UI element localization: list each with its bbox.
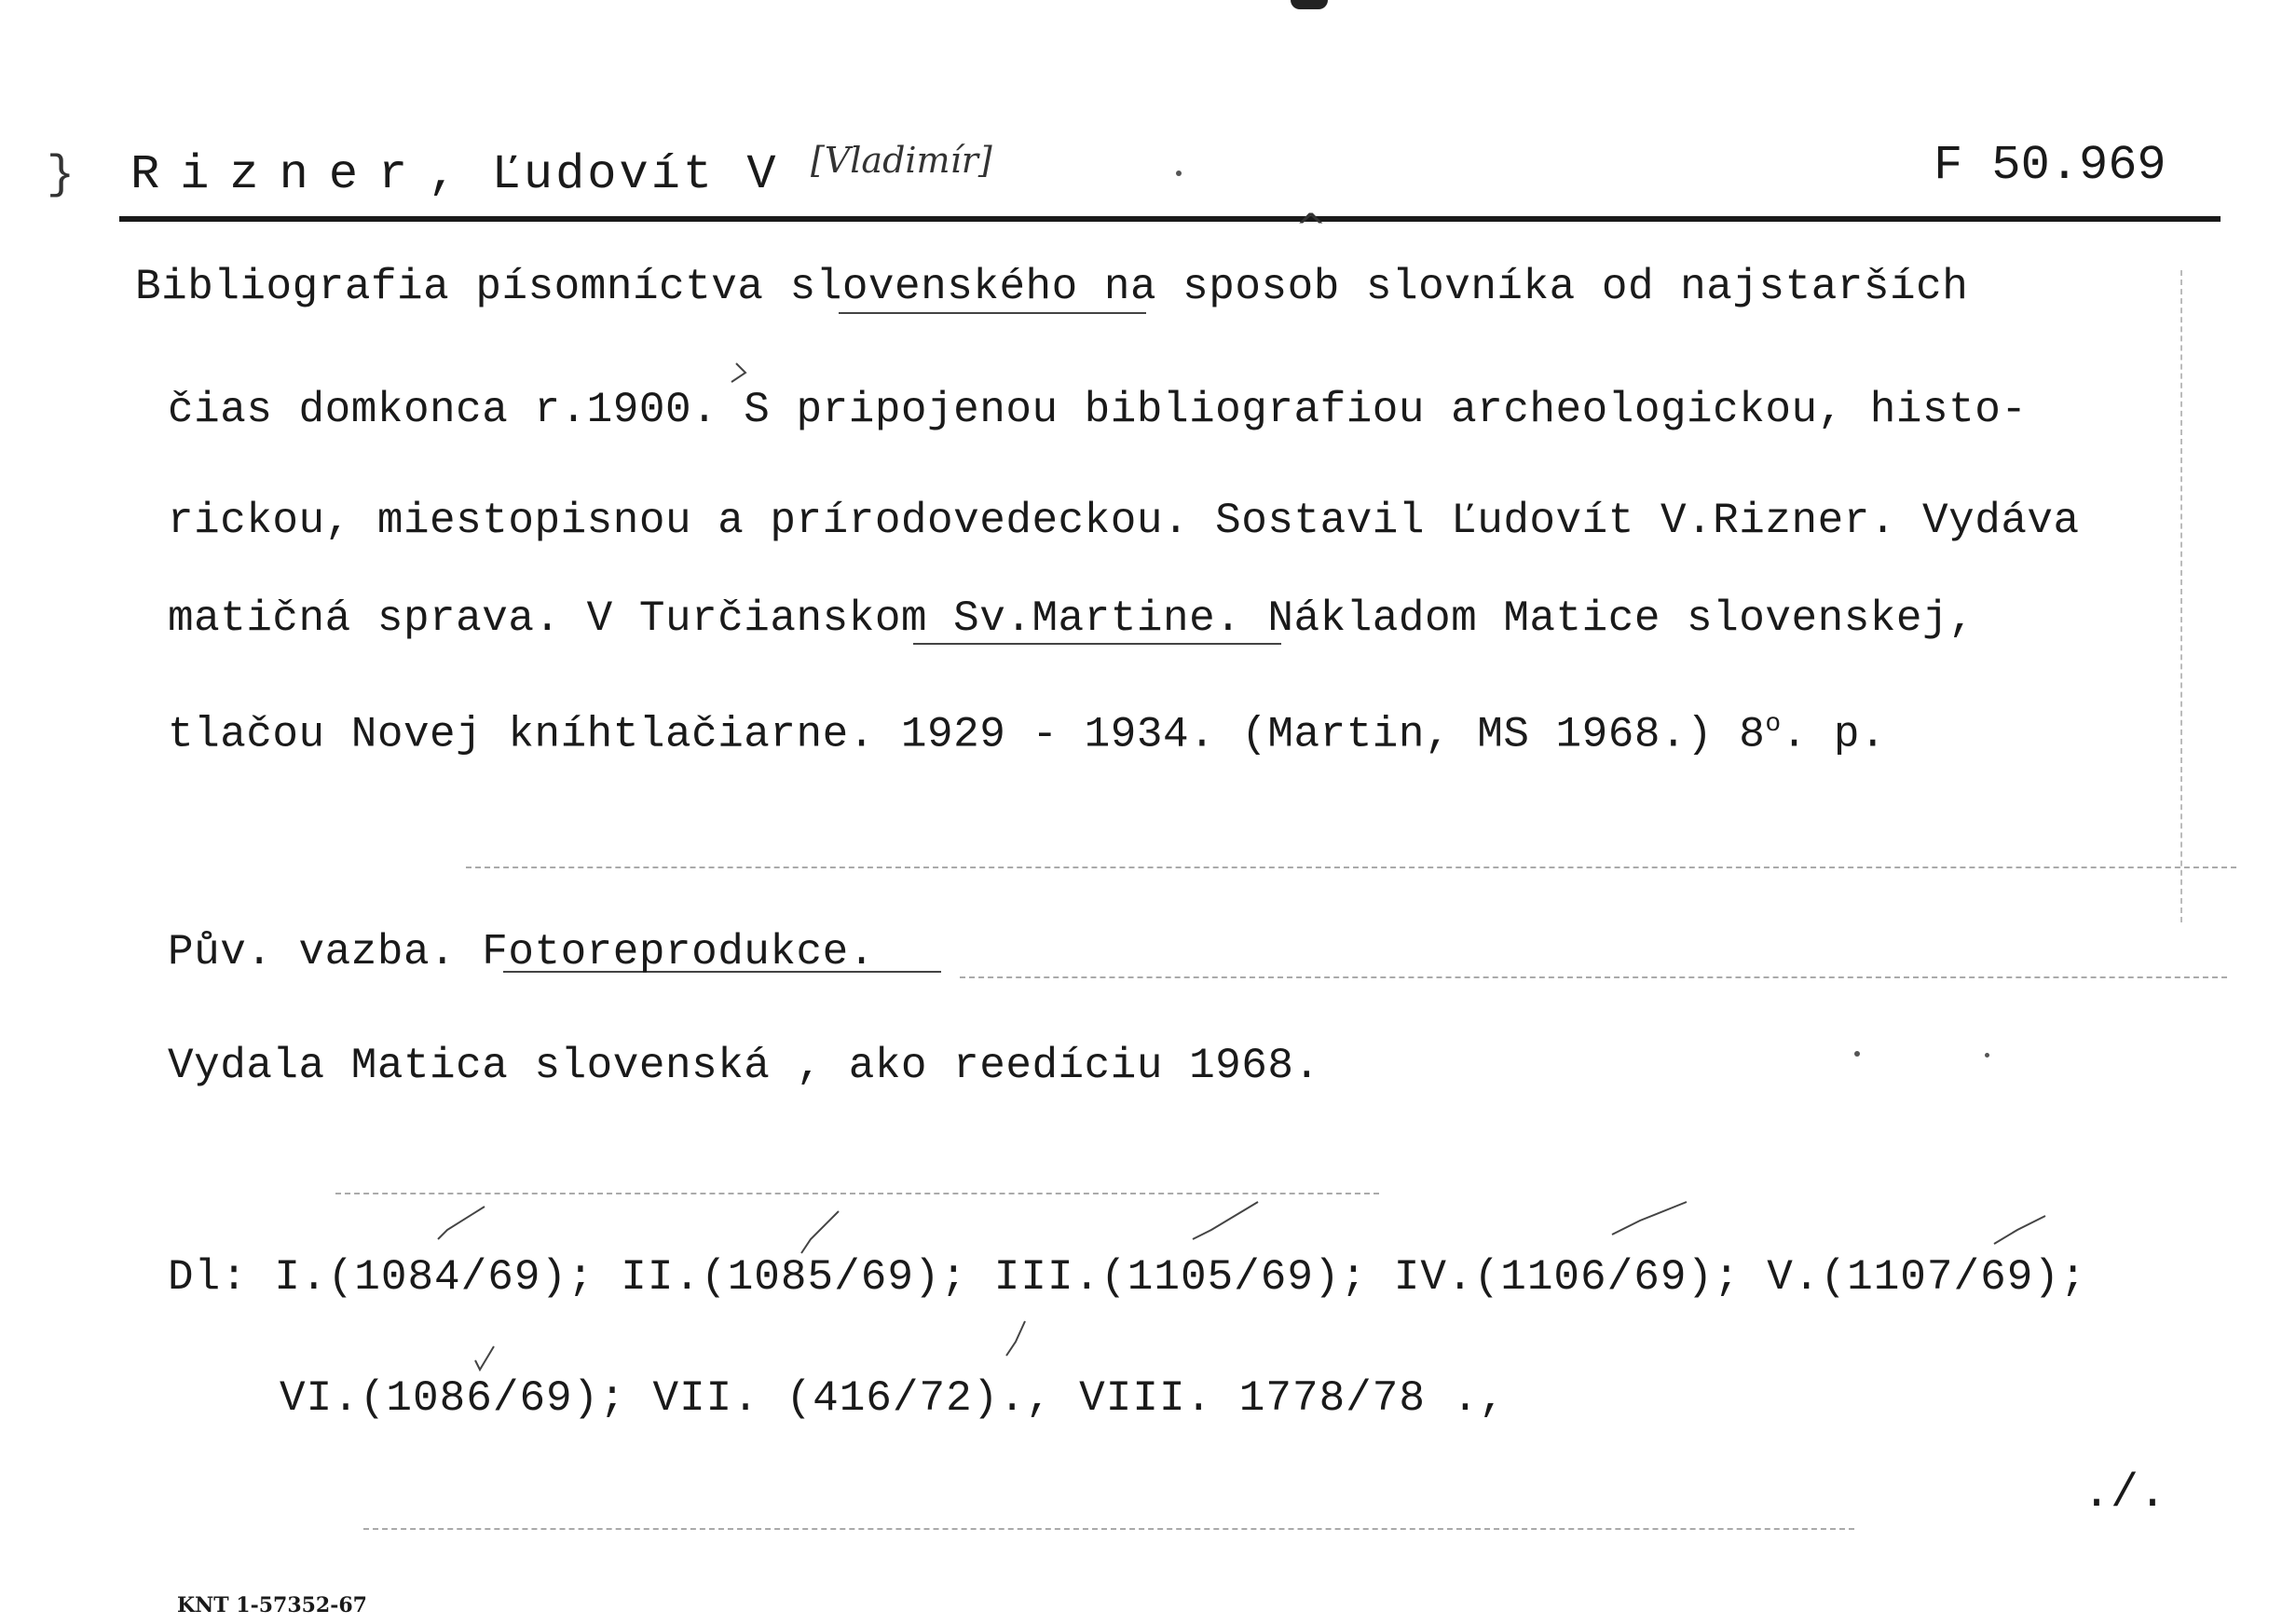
shelfmark: F 50.969 bbox=[1934, 138, 2166, 193]
faint-guide-line-2 bbox=[960, 976, 2227, 978]
printer-code: KNT 1-57352-67 bbox=[177, 1593, 367, 1617]
imprint-text: tlačou Novej kníhtlačiarne. 1929 - 1934. (Martin, MS 1968.) 8 bbox=[168, 710, 1766, 759]
faint-guide-line-4 bbox=[363, 1528, 1854, 1530]
author-given-name: Ľudovít V bbox=[491, 147, 779, 202]
faint-guide-line-1 bbox=[466, 867, 2236, 868]
check-mark-vol-1 bbox=[438, 1207, 485, 1239]
author-surname: Rizner bbox=[130, 147, 429, 202]
insert-mark bbox=[731, 363, 745, 382]
format-superscript: o bbox=[1765, 710, 1782, 739]
check-mark-vol-3 bbox=[1193, 1202, 1258, 1239]
check-mark-vol-2 bbox=[801, 1211, 839, 1253]
format-suffix: . p. bbox=[1781, 710, 1887, 759]
speck bbox=[1854, 1051, 1860, 1057]
title-line-4: matičná sprava. V Turčianskom Sv.Martine. Nákladom Matice slovenskej, bbox=[168, 594, 1975, 643]
faint-margin-line bbox=[2180, 270, 2182, 922]
heading-separator: , bbox=[428, 147, 460, 202]
handwritten-name-note: [Vladimír] bbox=[811, 140, 992, 181]
check-mark-vol-4 bbox=[1612, 1202, 1687, 1235]
top-edge-mark bbox=[1291, 0, 1328, 9]
title-line-2: čias domkonca r.1900. S pripojenou bibliografiou archeologickou, histo- bbox=[168, 386, 2028, 434]
volumes-line-1: Dl: I.(1084/69); II.(1085/69); III.(1105/69); IV.(1106/69); V.(1107/69); bbox=[168, 1253, 2087, 1302]
speck bbox=[1176, 171, 1182, 176]
title-line-1: Bibliografia písomníctva slovenského na sposob slovníka od najstarších bbox=[135, 263, 1969, 311]
speck bbox=[1985, 1053, 1989, 1058]
binding-note: Pův. vazba. Fotoreprodukce. bbox=[168, 928, 875, 976]
continued-mark: ./. bbox=[2083, 1467, 2167, 1521]
caret-correction-mark: ^ bbox=[1295, 207, 1327, 250]
margin-bracket: } bbox=[47, 149, 75, 202]
title-line-3: rickou, miestopisnou a prírodovedeckou. Sostavil Ľudovít V.Rizner. Vydáva bbox=[168, 497, 2080, 545]
faint-guide-line-3 bbox=[335, 1193, 1379, 1194]
check-mark-vol-6 bbox=[475, 1346, 494, 1370]
volumes-line-2: VI.(1086/69); VII. (416/72)., VIII. 1778/78 ., bbox=[280, 1374, 1506, 1423]
check-mark-vol-5 bbox=[1994, 1216, 2045, 1244]
reedition-note: Vydala Matica slovenská , ako reedíciu 1968. bbox=[168, 1042, 1320, 1090]
check-mark-vol-7 bbox=[1006, 1321, 1025, 1356]
